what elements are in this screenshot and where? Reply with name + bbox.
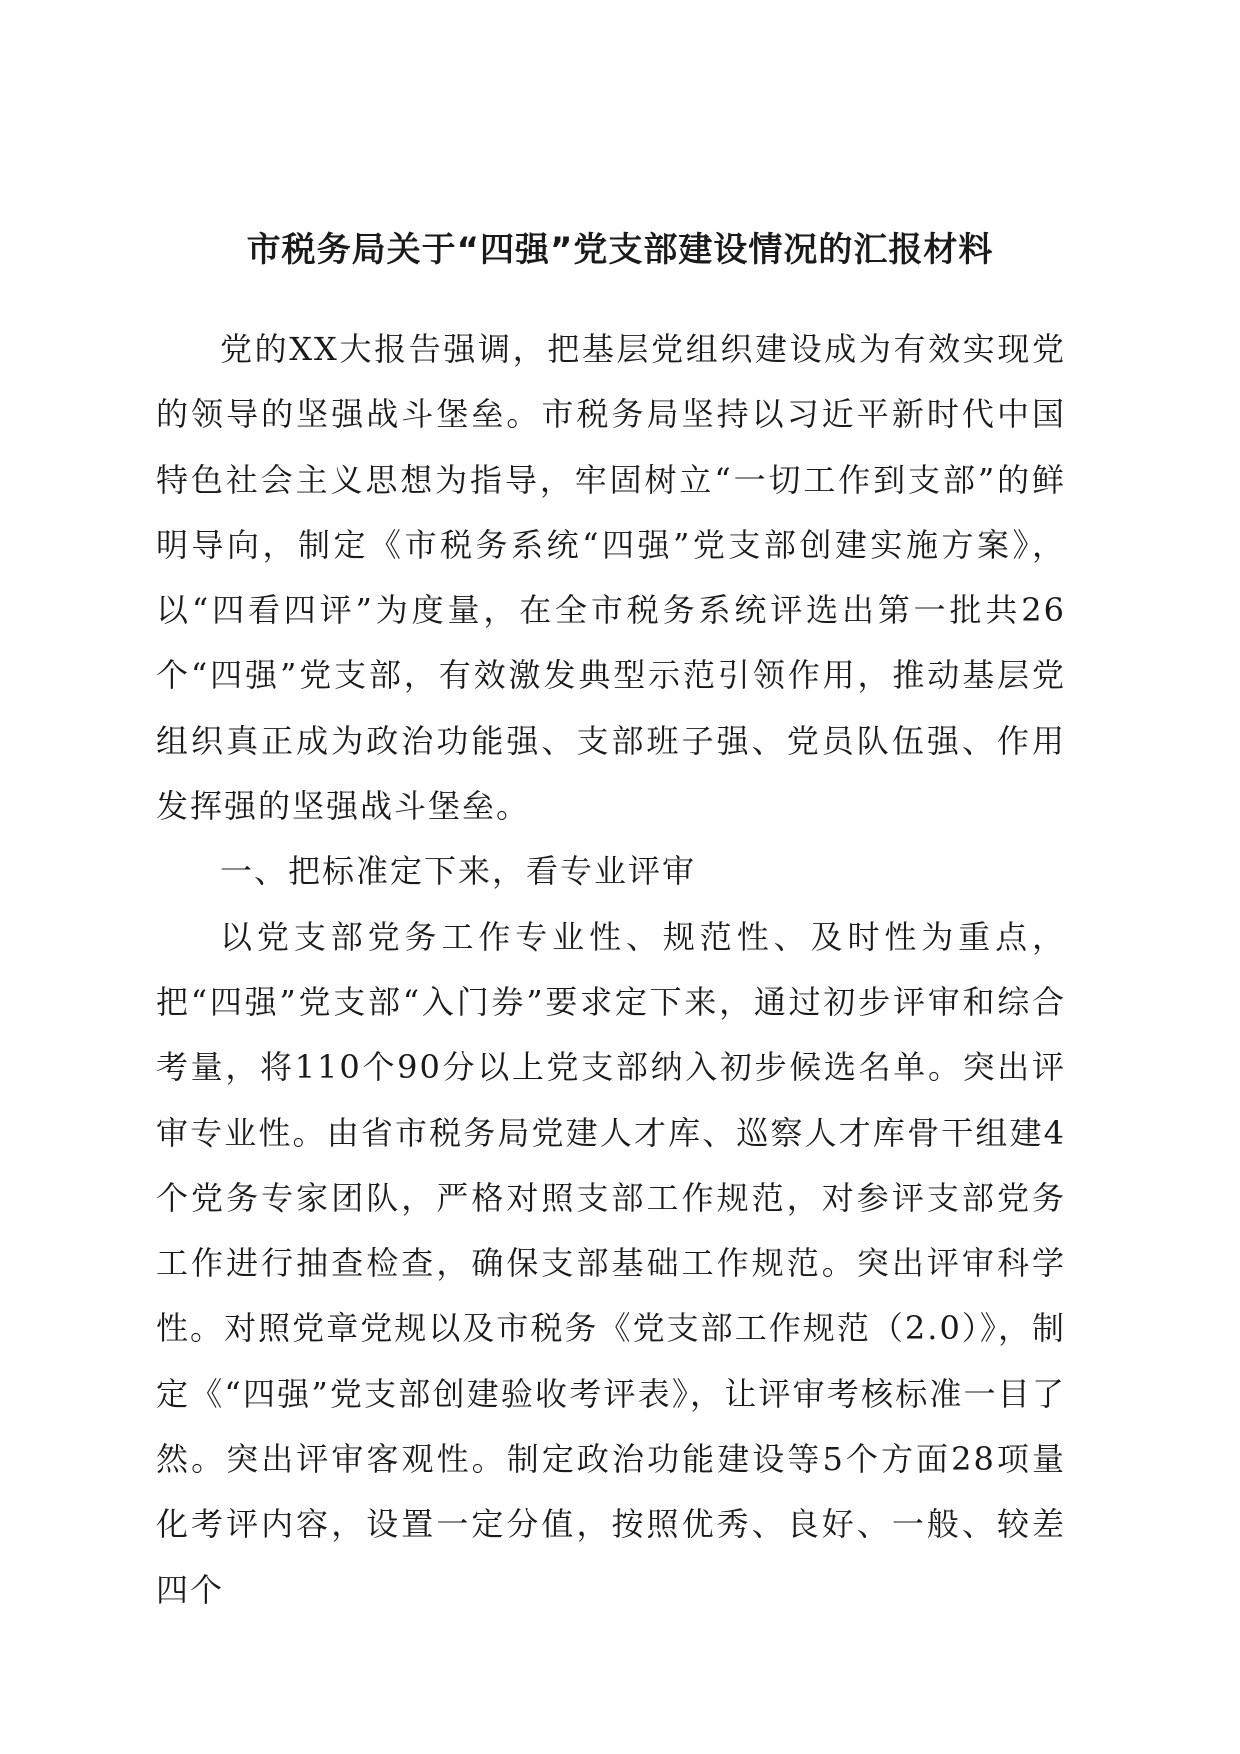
paragraph-intro: 党的XX大报告强调，把基层党组织建设成为有效实现党的领导的坚强战斗堡垒。市税务局坚持以习近平新时代中国特色社会主义思想为指导，牢固树立“一切工作到支部”的鲜明导向，制定《市税务系统“四强”党支部创建实施方案》，以“四看四评”为度量，在全市税务系统评选出第一批共26个“四强”党支部，有效激发典型示范引领作用，推动基层党组织真正成为政治功能强、支部班子强、党员队伍强、作用发挥强的坚强战斗堡垒。 xyxy=(156,330,1066,826)
paragraph-section-1: 以党支部党务工作专业性、规范性、及时性为重点，把“四强”党支部“入门券”要求定下来，通过初步评审和综合考量，将110个90分以上党支部纳入初步候选名单。突出评审专业性。由省市税务局党建人才库、巡察人才库骨干组建4个党务专家团队，严格对照支部工作规范，对参评支部党务工作进行抽查检查，确保支部基础工作规范。突出评审科学性。对照党章党规以及市税务《党支部工作规范（2.0）》，制定《“四强”党支部创建验收考评表》，让评审考核标准一目了然。突出评审客观性。制定政治功能建设等5个方面28项量化考评内容，设置一定分值，按照优秀、良好、一般、较差四个 xyxy=(156,917,1066,1609)
document-title: 市税务局关于“四强”党支部建设情况的汇报材料 xyxy=(246,230,994,270)
section-heading-1: 一、把标准定下来，看专业评审 xyxy=(220,852,697,891)
document-body xyxy=(156,317,1066,1623)
